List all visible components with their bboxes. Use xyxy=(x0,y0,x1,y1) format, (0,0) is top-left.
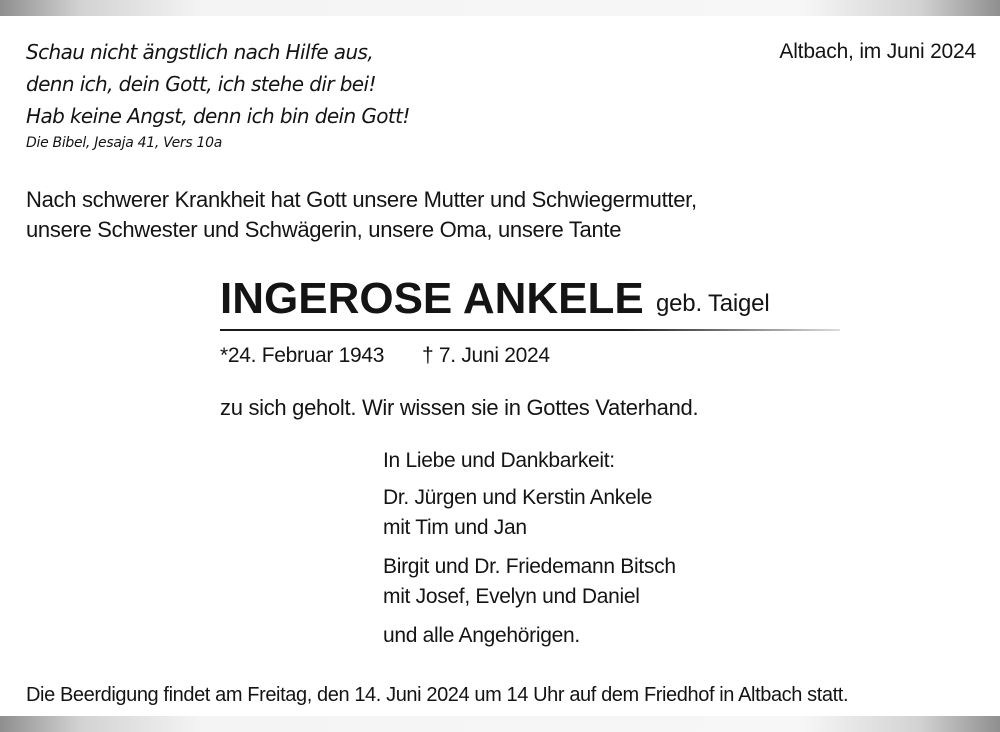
bible-verse xyxy=(26,36,410,132)
funeral-notice: Die Beerdigung findet am Freitag, den 14. Juni 2024 um 14 Uhr auf dem Friedhof in Altbach statt. xyxy=(26,684,849,706)
intro-text xyxy=(26,185,697,245)
birth-name: geb. Taigel xyxy=(656,290,770,317)
top-border-bar xyxy=(0,0,1000,16)
death-date: † 7. Juni 2024 xyxy=(422,344,550,367)
mourner-line: und alle Angehörigen. xyxy=(383,624,580,647)
intro-line: unsere Schwester und Schwägerin, unsere Oma, unsere Tante xyxy=(26,217,622,242)
verse-source: Die Bibel, Jesaja 41, Vers 10a xyxy=(26,135,223,151)
mourner-line: mit Tim und Jan xyxy=(383,516,527,539)
bottom-border-bar xyxy=(0,716,1000,732)
mourner-line: Birgit und Dr. Friedemann Bitsch xyxy=(383,555,676,578)
called-home-text: zu sich geholt. Wir wissen sie in Gottes Vaterhand. xyxy=(220,395,699,420)
deceased-name: INGEROSE ANKELE xyxy=(220,274,644,323)
birth-date: *24. Februar 1943 xyxy=(220,344,385,367)
mourner-line: Dr. Jürgen und Kerstin Ankele xyxy=(383,486,653,509)
verse-line: Hab keine Angst, denn ich bin dein Gott! xyxy=(26,104,410,128)
verse-line: denn ich, dein Gott, ich stehe dir bei! xyxy=(26,72,376,96)
mourners-heading: In Liebe und Dankbarkeit: xyxy=(383,449,615,472)
mourner-line: mit Josef, Evelyn und Daniel xyxy=(383,585,640,608)
place-date: Altbach, im Juni 2024 xyxy=(779,40,976,63)
name-divider xyxy=(220,329,840,331)
verse-line: Schau nicht ängstlich nach Hilfe aus, xyxy=(26,40,374,64)
intro-line: Nach schwerer Krankheit hat Gott unsere Mutter und Schwiegermutter, xyxy=(26,187,697,212)
